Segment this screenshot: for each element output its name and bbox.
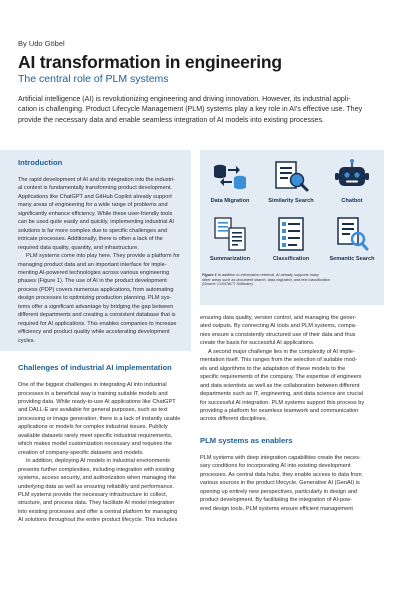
introduction-heading: Introduction [18,158,63,167]
challenges-paragraph-1 [18,381,191,457]
figure-item-classification [263,214,319,263]
text-line: into existing processes and offer a central platform for managing [18,508,178,515]
text-line: Applications like ChatGPT and GitHub Copilot already support [18,193,172,200]
chatbot-icon [332,156,372,196]
figure-item-data-migration [202,156,258,205]
text-line: many areas of engineering for a wide range of problems and [18,202,168,209]
text-line: process (PDP) covers numerous applications, from automating [18,286,174,293]
text-line: solutions is far more complex due to specific challenges and [18,227,167,234]
figure-item-semantic-search [324,214,380,263]
right-paragraph-2 [200,348,384,424]
text-line: presents further complexities, including integration with existing [18,466,175,473]
right-paragraph-1 [200,314,384,348]
text-line: and DALL-E are available for general purposes, such as text [18,407,168,414]
text-line: cycles. [18,337,36,344]
text-line: significantly enhance efficiency. While these user-friendly tools [18,210,173,217]
text-line: different departments and creating a consistent database that is [18,312,176,319]
text-line: tems offer a significant advantage by bridging the gap between [18,303,174,310]
text-line: The rapid development of AI and its integration into the industri- [18,177,176,183]
introduction-paragraph-2 [18,252,191,345]
text-line: nies ensure a consistently structured use of their data and thus [200,331,356,338]
text-line: els and algorithms to the adaptation of these models to the [200,365,346,372]
text-line: and data scientists as well as the collaboration between different [200,382,360,389]
text-line: create the basis for successful AI applications. [200,340,315,347]
text-line: across different disciplines. [200,416,268,423]
figure-item-similarity-search [263,156,319,205]
figure-item-chatbot [324,156,380,205]
data-migration-icon [210,156,250,196]
text-line: ated outputs. By connecting AI tools and PLM systems, compa- [200,323,357,330]
text-line: providing a platform for seamless teamwork and communication [200,407,359,414]
lead-line: cation is challenging. Product Lifecycle Management (PLM) systems play a key role in AI's effective use. They [18,105,363,114]
lead-line: provide the necessary data and enable seamless integration of AI models into existing processes. [18,115,324,124]
figure-item-label: Chatbot [341,198,363,204]
text-line: creation of company-specific datasets and models. [18,449,144,456]
plm-enablers-heading: PLM systems as enablers [200,435,293,445]
text-line: AI solutions throughout the entire product lifecycle. This includes [18,517,178,524]
text-line: menting AI-powered technologies across various engineering [18,269,170,276]
text-line: intricate processes. Additionally, there is often a lack of the [18,236,163,243]
text-line: A second major challenge lies in the complexity of AI imple- [208,348,355,355]
text-line: efficiency and product quality while accelerating development [18,329,170,336]
text-line: PLM systems come into play here. They provide a platform for [26,253,180,260]
text-line: product development. By facilitating the integration of AI-pow- [200,497,353,504]
article-title: AI transformation in engineering [18,52,282,72]
text-line: required for AI applications. This enables companies to increase [18,320,177,327]
text-line: specific requirements of the company. The expertise of engineers [200,374,362,381]
text-line: phases (Figure 1). The use of AI in the product development [18,278,167,285]
text-line: providing data. While ready-to-use AI applications like ChatGPT [18,398,176,405]
text-line: PLM systems provide the necessary infrastructure to collect, [18,491,168,498]
left-column [18,150,191,525]
text-line: design processes to optimizing production planning. PLM sys- [18,295,172,302]
text-line: One of the biggest challenges in integrating AI into industrial [18,382,167,389]
similarity-search-icon [271,156,311,196]
caption-text: In addition to information retrieval, AI already supports many [217,273,320,277]
classification-icon [271,214,311,254]
text-line: various sources in the product lifecycle. Generative AI (GenAI) is [200,480,360,487]
text-line: opening up entirely new perspectives, particularly in design and [200,488,358,495]
text-line: processes. As central data hubs, they enable access to data from [200,471,362,478]
caption-line: other areas such as document search, data migration, and text classification [202,277,330,282]
figure-item-label: Data Migration [210,198,250,204]
text-line: al context is fundamentally transforming product development. [18,185,172,192]
text-line: structure, and process data. They facilitate AI model integration [18,500,175,507]
text-line: sary conditions for incorporating AI into existing development [200,463,351,470]
right-column [200,314,384,513]
figure-item-label: Summarization [209,256,251,262]
text-line: In addition, deploying AI models in industrial environments [26,458,170,465]
text-line: managing product data and an important interface for imple- [18,261,167,268]
summarization-icon [210,214,250,254]
figure-item-label: Semantic Search [329,256,375,262]
text-line: available datasets rarely meet specific industrial requirements, [18,432,173,439]
text-line: ered design tools, PLM systems ensure efficient management [200,505,353,512]
introduction-box [0,150,191,351]
article-subtitle: The central role of PLM systems [18,73,169,85]
text-line: ensuring data quality, version control, and managing the gener- [200,315,357,321]
caption-line: (Source: CONTACT Software) [202,282,253,287]
text-line: processing or image generation, there is a lack of instantly usable [18,415,181,422]
text-line: applications or models for complex industrial issues. Publicly [18,424,168,431]
figure-1 [200,150,384,305]
introduction-paragraph-1 [18,176,191,252]
text-line: processes in a beneficial way is training suitable models and [18,390,168,397]
text-line: which makes model customization necessary and requires the [18,441,172,448]
caption-figure-number: Figure 1 [202,273,217,277]
text-line: can be used quite easily and quickly, implementing industrial AI [18,219,174,226]
text-line: required data quality, quantity, and infrastructure. [18,244,139,251]
figure-item-summarization [202,214,258,263]
semantic-search-icon [332,214,372,254]
text-line: systems, access security, and authorization when managing the [18,475,176,482]
figure-item-label: Similarity Search [268,198,314,204]
byline: By Udo Göbel [18,39,65,48]
text-line: mentation itself. This ranges from the selection of suitable mod- [200,357,357,364]
text-line: underlying data as well as ensuring reliability and performance. [18,483,175,490]
text-line: PLM systems with deep integration capabilities create the neces- [200,454,361,461]
challenges-paragraph-2 [18,457,191,525]
figure-caption [202,273,382,287]
lead-paragraph [18,94,384,125]
lead-line: Artificial intelligence (AI) is revolutionizing engineering and driving innovation. However, its industrial appli- [18,95,351,103]
challenges-heading: Challenges of industrial AI implementation [18,363,172,373]
text-line: for successful AI integration. PLM systems support this process by [200,399,365,406]
figure-item-label: Classification [272,256,310,262]
text-line: departments such as IT, engineering, and data science are crucial [200,391,363,398]
right-paragraph-3 [200,454,384,513]
